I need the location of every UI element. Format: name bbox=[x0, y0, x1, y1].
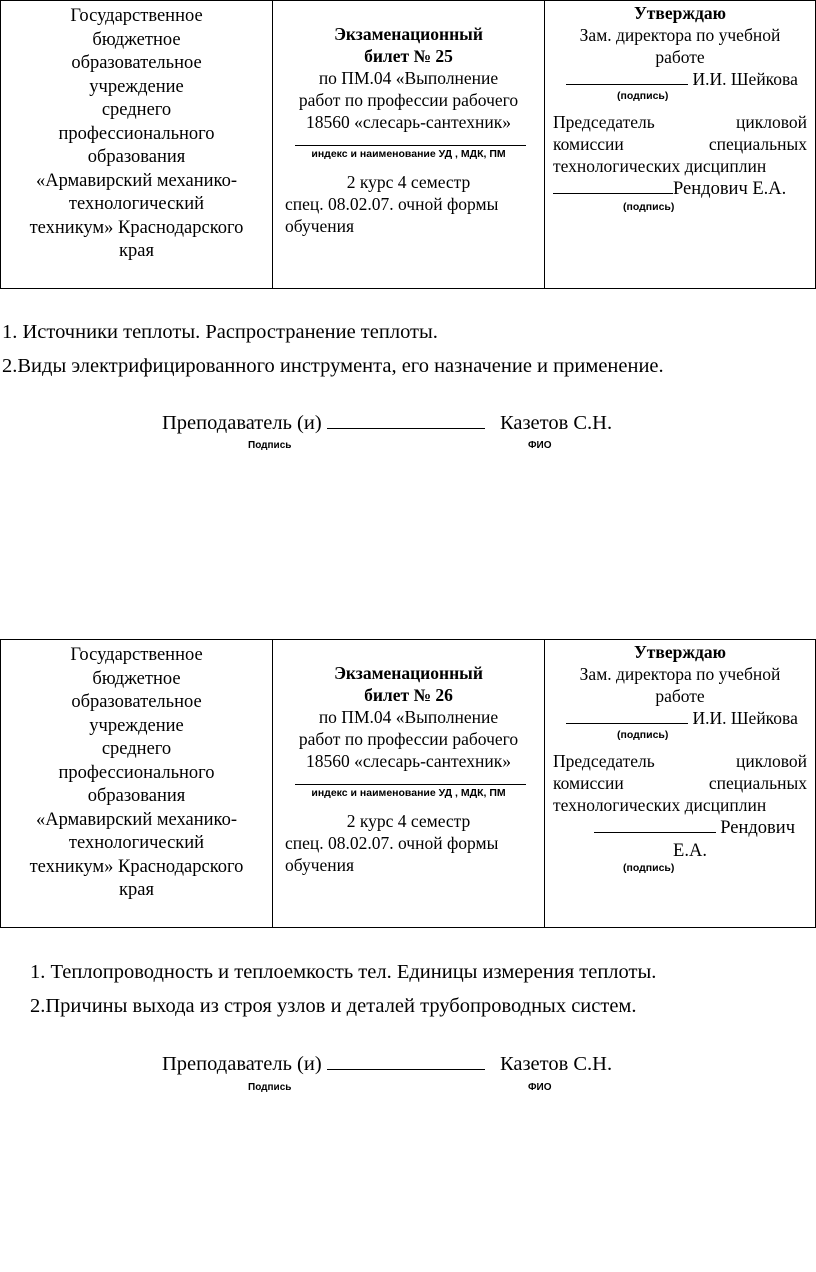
deputy-name: И.И. Шейкова bbox=[692, 708, 798, 728]
institution-line: Государственное bbox=[70, 6, 203, 26]
signature-line bbox=[566, 723, 688, 724]
teacher-name: Казетов С.Н. bbox=[499, 1053, 613, 1075]
program-line: по ПМ.04 «Выполнение bbox=[318, 68, 499, 88]
institution-line: профессионального bbox=[58, 123, 215, 144]
institution-line: технологический bbox=[68, 833, 205, 853]
approve-label: Утверждаю bbox=[633, 3, 727, 23]
teacher-signature-line bbox=[327, 1069, 485, 1070]
teacher-signature-line bbox=[327, 428, 485, 429]
institution-line: технологический bbox=[68, 194, 205, 214]
index-underline bbox=[295, 145, 526, 146]
signature-caption: Подпись bbox=[248, 440, 292, 451]
commission-word: специальных bbox=[708, 773, 807, 793]
teacher-label: Преподаватель (и) bbox=[162, 1053, 322, 1075]
chair-word: Председатель bbox=[553, 112, 655, 132]
deputy-line: Зам. директора по учебной bbox=[579, 664, 781, 684]
institution-line: бюджетное bbox=[92, 29, 181, 50]
institution-line: «Армавирский механико- bbox=[35, 170, 238, 191]
signature-caption: Подпись bbox=[248, 1082, 292, 1093]
institution-line: образовательное bbox=[71, 53, 202, 73]
institution-line: учреждение bbox=[89, 76, 184, 97]
institution-line: образования bbox=[87, 786, 186, 806]
institution-line: Государственное bbox=[70, 645, 203, 665]
chair-name: Рендович Е.А. bbox=[673, 179, 787, 199]
fio-caption: ФИО bbox=[528, 440, 552, 451]
institution-line: среднего bbox=[101, 739, 172, 759]
institution-line: техникум» Краснодарского bbox=[29, 217, 244, 238]
fio-caption: ФИО bbox=[528, 1082, 552, 1093]
institution-line: учреждение bbox=[89, 715, 184, 736]
signature-caption: (подпись) bbox=[617, 729, 669, 741]
specialty-line: обучения bbox=[285, 855, 355, 875]
commission-word: комиссии bbox=[553, 134, 624, 154]
commission-word: комиссии bbox=[553, 773, 624, 793]
ticket-info-cell bbox=[273, 1, 545, 288]
course-line: 2 курс 4 семестр bbox=[346, 811, 471, 831]
deputy-line: Зам. директора по учебной bbox=[579, 25, 781, 45]
institution-line: образования bbox=[87, 147, 186, 167]
institution-line: среднего bbox=[101, 100, 172, 120]
signature-caption: (подпись) bbox=[617, 90, 669, 102]
commission-row bbox=[553, 133, 807, 155]
question-2: 2.Виды электрифицированного инструмента, его назначение и применение. bbox=[2, 355, 664, 377]
chair-word: цикловой bbox=[736, 112, 807, 132]
ticket-header-table bbox=[0, 639, 816, 928]
teacher-name: Казетов С.Н. bbox=[499, 412, 613, 434]
institution-line: техникум» Краснодарского bbox=[29, 856, 244, 877]
chair-name: Рендович bbox=[720, 818, 795, 838]
deputy-line: работе bbox=[655, 686, 705, 706]
teacher-row bbox=[162, 411, 612, 435]
institution-line: образовательное bbox=[71, 692, 202, 712]
institution-line: края bbox=[119, 880, 154, 900]
program-line: 18560 «слесарь-сантехник» bbox=[306, 751, 511, 771]
institution-line: края bbox=[119, 241, 154, 261]
institution-line: «Армавирский механико- bbox=[35, 809, 238, 830]
teacher-row bbox=[162, 1052, 612, 1076]
index-caption: индекс и наименование УД , МДК, ПМ bbox=[311, 148, 506, 160]
approve-label: Утверждаю bbox=[633, 642, 727, 662]
commission-word: специальных bbox=[708, 134, 807, 154]
institution-line: профессионального bbox=[58, 762, 215, 783]
ticket-title: Экзаменационный bbox=[334, 24, 483, 44]
institution-line: бюджетное bbox=[92, 668, 181, 689]
ticket-title: Экзаменационный bbox=[334, 663, 483, 683]
commission-row bbox=[553, 772, 807, 794]
specialty-line: спец. 08.02.07. очной формы bbox=[285, 194, 499, 214]
teacher-label: Преподаватель (и) bbox=[162, 412, 322, 434]
chair-signature-row bbox=[553, 816, 807, 840]
deputy-name: И.И. Шейкова bbox=[692, 69, 798, 89]
signature-caption: (подпись) bbox=[623, 201, 675, 213]
ticket-header-table bbox=[0, 0, 816, 289]
index-underline bbox=[295, 784, 526, 785]
question-1: 1. Теплопроводность и теплоемкость тел. Единицы измерения теплоты. bbox=[30, 961, 657, 983]
ticket-number: билет № 25 bbox=[364, 46, 453, 66]
question-1: 1. Источники теплоты. Распространение теплоты. bbox=[2, 321, 438, 343]
specialty-line: спец. 08.02.07. очной формы bbox=[285, 833, 499, 853]
ticket-info-cell bbox=[273, 640, 545, 927]
deputy-signature-row bbox=[553, 68, 807, 90]
disciplines-line: технологических дисциплин bbox=[553, 156, 767, 176]
disciplines-line: технологических дисциплин bbox=[553, 795, 767, 815]
program-line: 18560 «слесарь-сантехник» bbox=[306, 112, 511, 132]
program-line: работ по профессии рабочего bbox=[298, 90, 519, 110]
signature-line bbox=[553, 193, 673, 194]
chair-word: цикловой bbox=[736, 751, 807, 771]
chair-row bbox=[553, 111, 807, 133]
signature-caption: (подпись) bbox=[623, 862, 675, 874]
approval-cell bbox=[545, 1, 815, 288]
approval-cell bbox=[545, 640, 815, 927]
deputy-signature-row bbox=[553, 707, 807, 729]
signature-line bbox=[566, 84, 688, 85]
deputy-line: работе bbox=[655, 47, 705, 67]
ticket-number: билет № 26 bbox=[364, 685, 453, 705]
chair-initials: Е.А. bbox=[673, 841, 707, 861]
chair-signature-row bbox=[553, 177, 807, 201]
program-line: по ПМ.04 «Выполнение bbox=[318, 707, 499, 727]
course-line: 2 курс 4 семестр bbox=[346, 172, 471, 192]
institution-cell bbox=[1, 1, 273, 288]
program-line: работ по профессии рабочего bbox=[298, 729, 519, 749]
signature-line bbox=[594, 832, 716, 833]
specialty-line: обучения bbox=[285, 216, 355, 236]
chair-word: Председатель bbox=[553, 751, 655, 771]
chair-row bbox=[553, 750, 807, 772]
institution-cell bbox=[1, 640, 273, 927]
question-2: 2.Причины выхода из строя узлов и деталей трубопроводных систем. bbox=[30, 995, 637, 1017]
index-caption: индекс и наименование УД , МДК, ПМ bbox=[311, 787, 506, 799]
